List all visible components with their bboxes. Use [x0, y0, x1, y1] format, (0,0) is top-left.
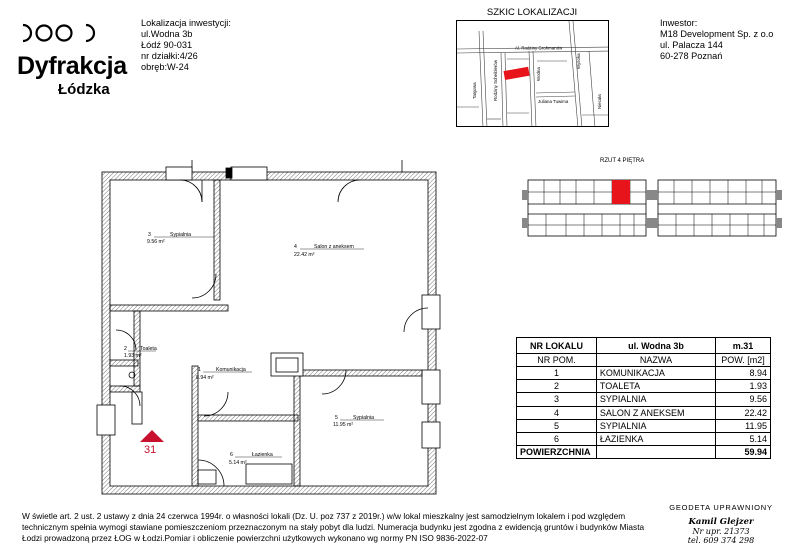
header-address: ul. Wodna 3b	[596, 338, 715, 354]
logo-subtitle: Łódzka	[58, 81, 110, 98]
table-row	[517, 432, 771, 445]
table-cell: 1	[517, 367, 597, 380]
room-4-number: 4	[294, 244, 297, 250]
floor-overview-drawing	[516, 172, 788, 244]
table-cell: SYPIALNIA	[596, 419, 715, 432]
street-label-wysoka: Wysoka	[576, 53, 581, 69]
table-cell: 3	[517, 393, 597, 406]
table-cell: KOMUNIKACJA	[596, 367, 715, 380]
table-cell: 4	[517, 406, 597, 419]
table-cell: ŁAZIENKA	[596, 432, 715, 445]
room-3-number: 3	[148, 232, 151, 238]
table-cell: 5	[517, 419, 597, 432]
investor-info	[660, 18, 773, 62]
legal-footer	[22, 511, 662, 544]
header-unit-number: m.31	[716, 338, 771, 354]
room-1-area: 8.94 m²	[196, 375, 214, 381]
room-6-number: 6	[230, 452, 233, 458]
street-label-targowa: Targowa	[472, 82, 477, 99]
highlighted-unit	[612, 180, 630, 204]
room-2-name: Toaleta	[140, 346, 157, 352]
street-label-tuwima: Juliana Tuwima	[538, 99, 569, 104]
room-4-area: 22.42 m²	[294, 252, 315, 258]
location-plot: nr działki:4/26	[141, 51, 198, 61]
room-5-area: 11.95 m²	[333, 422, 354, 428]
subheader-name: NAZWA	[596, 354, 715, 367]
room-4-name: Salon z aneksem	[314, 244, 354, 250]
room-5-name: Sypialnia	[353, 415, 375, 421]
surveyor-license: Nr upr. 21373	[692, 527, 750, 536]
surveyor-stamp	[661, 503, 781, 545]
table-cell: SYPIALNIA	[596, 393, 715, 406]
street-label-wodna: Wodna	[536, 67, 541, 81]
location-heading: Lokalizacja inwestycji:	[141, 18, 231, 28]
room-3-name: Sypialnia	[170, 232, 192, 238]
investor-city: 60-278 Poznań	[660, 51, 723, 61]
subheader-area: POW. [m2]	[716, 354, 771, 367]
subheader-room-no: NR POM.	[517, 354, 597, 367]
table-row	[517, 419, 771, 432]
surveyor-title: GEODETA UPRAWNIONY	[669, 503, 773, 512]
table-cell: 1.93	[716, 380, 771, 393]
investor-company: M18 Development Sp. z o.o	[660, 29, 774, 39]
location-city: Łódź 90-031	[141, 40, 193, 50]
total-spacer	[596, 446, 715, 459]
surveyor-name: Kamil Glejzer	[688, 517, 754, 527]
location-precinct: obręb:W-24	[141, 62, 189, 72]
header-unit-label: NR LOKALU	[517, 338, 597, 354]
surveyor-phone: tel. 609 374 298	[687, 536, 755, 545]
room-5-number: 5	[335, 415, 338, 421]
table-cell: 11.95	[716, 419, 771, 432]
investor-street: ul. Palacza 144	[660, 40, 723, 50]
table-row	[517, 393, 771, 406]
table-cell: 6	[517, 432, 597, 445]
table-cell: 8.94	[716, 367, 771, 380]
sketch-map-drawing	[457, 21, 609, 127]
room-6-area: 5.14 m²	[229, 460, 247, 466]
entrance-arrow-icon	[140, 430, 164, 444]
total-area: 59.94	[716, 446, 771, 459]
table-cell: TOALETA	[596, 380, 715, 393]
table-row	[517, 380, 771, 393]
room-2-number: 2	[124, 346, 127, 352]
table-cell: 9.56	[716, 393, 771, 406]
table-cell: 22.42	[716, 406, 771, 419]
room-6-name: Łazienka	[252, 452, 273, 458]
table-cell: 5.14	[716, 432, 771, 445]
table-row	[517, 367, 771, 380]
room-3-area: 9.56 m²	[147, 239, 165, 245]
floor-plan-title: RZUT 4 PIĘTRA	[600, 158, 645, 164]
logo-circles-icon	[20, 21, 102, 45]
table-cell: 2	[517, 380, 597, 393]
footer-line-2: technicznym spełnia wymogi stawiane pomieszczeniom przeznaczonym na stały pobyt dla ludzi. Numeracja budynku jest zgodna z ewidencją gruntów i budynków Miasta	[22, 522, 645, 532]
room-2-area: 1.93 m²	[124, 353, 142, 359]
table-row	[517, 406, 771, 419]
investor-heading: Inwestor:	[660, 18, 698, 28]
units-table	[516, 337, 771, 459]
entrance-marker	[140, 430, 164, 460]
footer-line-1: W świetle art. 2 ust. 2 ustawy z dnia 24 czerwca 1994r. o własności lokali (Dz. U. poz 737 z 2019r.) w/w lokal mieszkalny jest samodzielnym lokalem i pod względem	[22, 511, 626, 521]
location-info	[141, 18, 231, 73]
location-street: ul.Wodna 3b	[141, 29, 193, 39]
table-subheader-row	[517, 354, 771, 367]
logo-name: Dyfrakcja	[17, 52, 127, 80]
sketch-title: SZKIC LOKALIZACJI	[486, 7, 578, 18]
room-1-name: Komunikacja	[216, 367, 246, 373]
entrance-number: 31	[144, 444, 157, 456]
street-label-scheibler: Rodziny Scheiblerów	[493, 60, 498, 101]
footer-line-3: Łodzi prowadzoną przez ŁOG w Łodzi.Pomiar i obliczenie powierzchni użytkowych wykonano wg normy PN ISO 9836-2022-07	[22, 533, 488, 543]
table-total-row	[517, 446, 771, 459]
total-label: POWIERZCHNIA	[517, 446, 597, 459]
table-cell: SALON Z ANEKSEM	[596, 406, 715, 419]
table-header-row	[517, 338, 771, 354]
street-label-grohman: Al. Rodziny Grohmanów	[515, 45, 563, 51]
room-1-number: 1	[198, 367, 201, 373]
location-sketch-map	[456, 20, 609, 127]
street-label-niecala: Niecała	[597, 94, 602, 109]
